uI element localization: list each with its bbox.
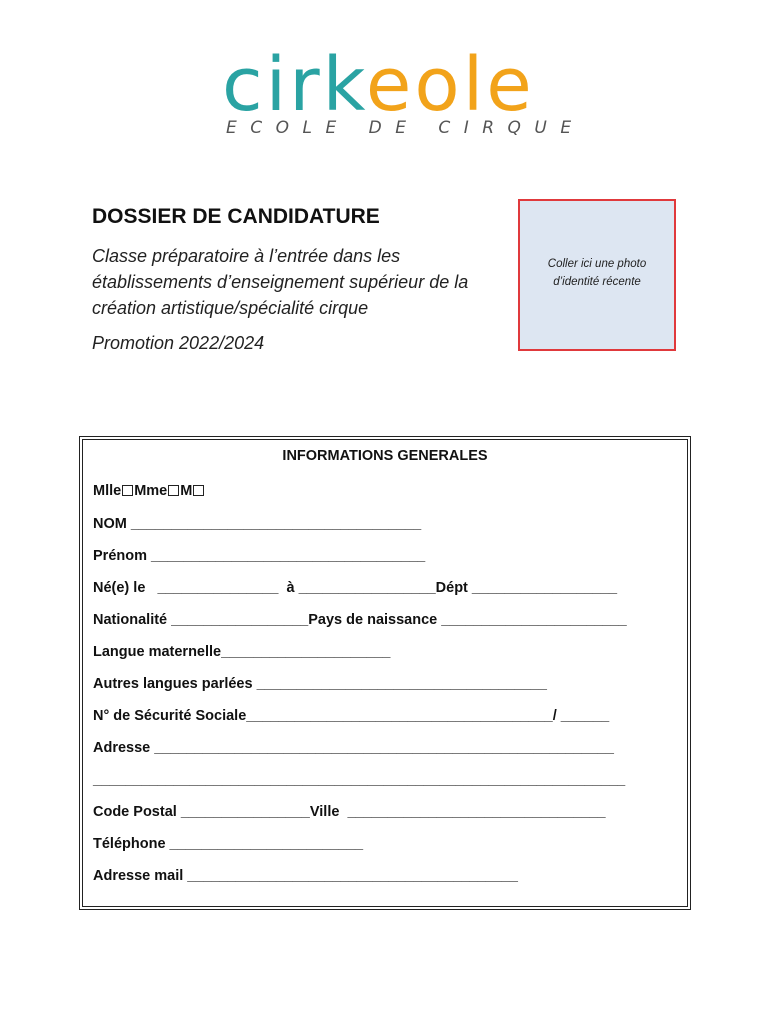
nationality-field[interactable]: Nationalité _________________Pays de naissance _______________________ <box>93 612 627 628</box>
photo-instruction-line2: d’identité récente <box>553 276 641 288</box>
photo-instruction-line1: Coller ici une photo <box>547 258 647 270</box>
document-title: DOSSIER DE CANDIDATURE <box>92 205 380 228</box>
civility-mme-label: Mme <box>134 483 168 499</box>
civility-mlle-checkbox[interactable] <box>122 485 133 496</box>
email-field[interactable]: Adresse mail _________________________________________ <box>93 868 518 884</box>
native-language-field[interactable]: Langue maternelle_____________________ <box>93 644 391 660</box>
social-security-field[interactable]: N° de Sécurité Sociale______________________________________/ ______ <box>93 708 610 724</box>
civility-mlle-label: Mlle <box>93 483 122 499</box>
birth-field[interactable]: Né(e) le _______________ à _________________Dépt __________________ <box>93 580 618 596</box>
civility-m-checkbox[interactable] <box>193 485 204 496</box>
civility-row <box>93 483 205 499</box>
prenom-field[interactable]: Prénom __________________________________ <box>93 548 426 564</box>
logo-subtitle: ECOLE DE CIRQUE <box>226 118 585 138</box>
document-subtitle: Classe préparatoire à l’entrée dans les établissements d’enseignement supérieur de la création artistique/spécialité cirque <box>92 246 469 318</box>
phone-field[interactable]: Téléphone ________________________ <box>93 836 364 852</box>
other-languages-field[interactable]: Autres langues parlées ____________________________________ <box>93 676 547 692</box>
address-field[interactable]: Adresse _________________________________________________________ <box>93 740 614 756</box>
photo-placeholder[interactable] <box>518 199 676 351</box>
civility-mme-checkbox[interactable] <box>168 485 179 496</box>
logo-wordmark: cirkeole <box>222 42 535 128</box>
postal-city-field[interactable]: Code Postal ________________Ville ________________________________ <box>93 804 606 820</box>
promotion-label: Promotion 2022/2024 <box>92 333 265 353</box>
cirkeole-logo <box>0 40 770 150</box>
address-line2-field[interactable]: __________________________________________________________________ <box>93 772 626 788</box>
civility-m-label: M <box>180 483 193 499</box>
nom-field[interactable]: NOM ____________________________________ <box>93 516 422 532</box>
form-title: INFORMATIONS GENERALES <box>282 448 488 464</box>
general-information-form <box>79 436 691 910</box>
